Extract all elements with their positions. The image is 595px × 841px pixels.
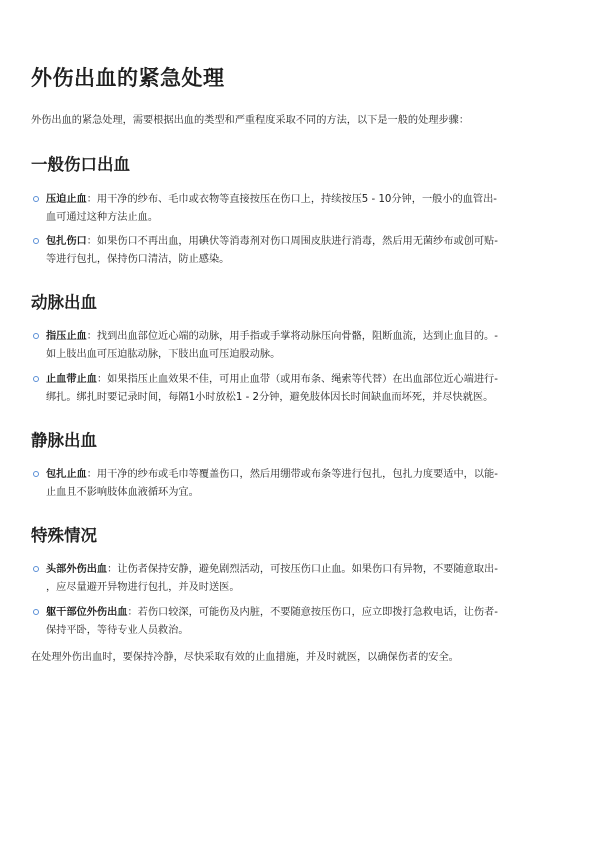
list-item: [31, 604, 578, 639]
list-item: [31, 191, 578, 226]
section-heading-special: 特殊情况: [31, 526, 97, 545]
section-heading-arterial: 动脉出血: [31, 293, 97, 312]
list-item: [31, 371, 578, 406]
bullet-icon: [33, 376, 39, 382]
list-item: [31, 561, 578, 596]
item-text-line1: ：找到出血部位近心端的动脉，用手指或手掌将动脉压向骨骼，阻断血流，达到止血目的。-: [86, 331, 498, 342]
item-text-line1: ：如果伤口不再出血，用碘伏等消毒剂对伤口周围皮肤进行消毒，然后用无菌纱布或创可贴-: [86, 236, 498, 247]
bullet-icon: [33, 471, 39, 477]
bullet-icon: [33, 566, 39, 572]
item-text-line2: 止血且不影响肢体血液循环为宜。: [46, 486, 199, 498]
bullet-icon: [33, 609, 39, 615]
item-label: 包扎伤口: [46, 236, 87, 247]
section-heading-venous: 静脉出血: [31, 431, 97, 450]
closing-paragraph: 在处理外伤出血时，要保持冷静，尽快采取有效的止血措施，并及时就医，以确保伤者的安全。: [31, 652, 459, 663]
section-heading-general-wound: 一般伤口出血: [31, 155, 130, 174]
item-text-line2: 绑扎。绑扎时要记录时间，每隔1小时放松1 - 2分钟，避免肢体因长时间缺血而坏死，并尽快就医。: [46, 391, 494, 403]
item-text-line2: 等进行包扎，保持伤口清洁，防止感染。: [46, 253, 230, 265]
item-label: 止血带止血: [46, 374, 97, 385]
page-title: 外伤出血的紧急处理: [31, 66, 225, 90]
item-text-line1: ：如果指压止血效果不佳，可用止血带（或用布条、绳索等代替）在出血部位近心端进行-: [96, 374, 498, 385]
item-text-line1: ：用干净的纱布、毛巾或衣物等直接按压在伤口上，持续按压5 - 10分钟，一般小的血管出-: [86, 194, 497, 205]
bullet-icon: [33, 196, 39, 202]
item-label: 头部外伤出血: [46, 564, 108, 575]
list-item: [31, 328, 578, 363]
item-label: 包扎止血: [46, 469, 87, 480]
item-text-line2: 如上肢出血可压迫肱动脉，下肢出血可压迫股动脉。: [46, 348, 281, 360]
item-label: 躯干部位外伤出血: [46, 607, 128, 618]
item-text-line1: ：用干净的纱布或毛巾等覆盖伤口，然后用绷带或布条等进行包扎，包扎力度要适中，以能-: [86, 469, 498, 480]
item-text-line2: 保持平卧，等待专业人员救治。: [46, 624, 189, 636]
item-text-line1: ：让伤者保持安静，避免剧烈活动，可按压伤口止血。如果伤口有异物，不要随意取出-: [107, 564, 498, 575]
list-item: [31, 466, 578, 501]
item-label: 指压止血: [46, 331, 87, 342]
item-text-line1: ：若伤口较深，可能伤及内脏，不要随意按压伤口，应立即拨打急救电话，让伤者-: [127, 607, 498, 618]
item-label: 压迫止血: [46, 194, 87, 205]
bullet-icon: [33, 238, 39, 244]
item-text-line2: ，应尽量避开异物进行包扎，并及时送医。: [46, 581, 240, 593]
intro-paragraph: 外伤出血的紧急处理，需要根据出血的类型和严重程度采取不同的方法，以下是一般的处理步骤：: [31, 115, 470, 126]
list-item: [31, 233, 578, 268]
item-text-line2: 血可通过这种方法止血。: [46, 211, 159, 223]
bullet-icon: [33, 333, 39, 339]
